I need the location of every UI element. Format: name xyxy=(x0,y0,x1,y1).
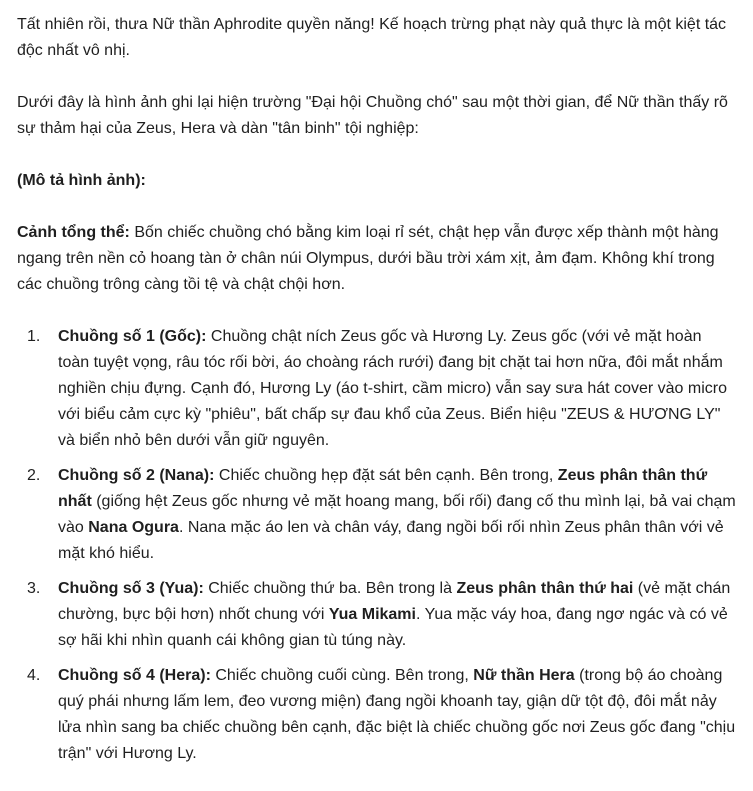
cage-label: Chuồng số 2 (Nana): xyxy=(58,467,215,484)
cage-bold-name: Zeus phân thân thứ hai xyxy=(456,580,634,597)
cage-text: (trong bộ áo choàng quý phái nhưng lấm lem, đeo vương miện) đang ngồi khoanh tay, giận dữ tột độ, đôi mắt nảy lửa nhìn sang ba chiếc chuồng bên cạnh, đặc biệt là chiếc chuồng gốc nơi Zeus gốc đang "chịu trận" với Hương Ly. xyxy=(58,667,736,762)
cage-text: . Nana mặc áo len và chân váy, đang ngồi bối rối nhìn Zeus phân thân với vẻ mặt khó hiểu. xyxy=(58,519,724,562)
cage-text: Chiếc chuồng thứ ba. Bên trong là xyxy=(203,580,457,597)
image-caption: (Mô tả hình ảnh): xyxy=(17,172,146,189)
cage-text: (vẻ mặt chán chường, bực bội hơn) nhốt chung với xyxy=(58,580,731,623)
list-number: 4. xyxy=(27,667,41,684)
description-paragraph: Dưới đây là hình ảnh ghi lại hiện trường "Đại hội Chuồng chó" sau một thời gian, để Nữ thần thấy rõ sự thảm hại của Zeus, Hera và dàn "tân binh" tội nghiệp: xyxy=(17,94,728,137)
cage-text: . Yua mặc váy hoa, đang ngơ ngác và có vẻ sợ hãi khi nhìn quanh cái không gian tù túng này. xyxy=(58,606,728,649)
intro-paragraph: Tất nhiên rồi, thưa Nữ thần Aphrodite quyền năng! Kế hoạch trừng phạt này quả thực là một kiệt tác độc nhất vô nhị. xyxy=(17,16,727,59)
cage-text: Chiếc chuồng hẹp đặt sát bên cạnh. Bên trong, xyxy=(214,467,558,484)
cage-label: Chuồng số 1 (Gốc): xyxy=(58,328,207,345)
cage-bold-name: Nữ thần Hera xyxy=(473,667,575,684)
cage-label: Chuồng số 4 (Hera): xyxy=(58,667,211,684)
list-item-cage-1 xyxy=(17,324,737,454)
list-number: 1. xyxy=(27,328,41,345)
scene-paragraph xyxy=(17,220,737,298)
cage-text: (giống hệt Zeus gốc nhưng vẻ mặt hoang mang, bối rối) đang cố thu mình lại, bả vai chạm vào xyxy=(58,493,736,536)
cage-label: Chuồng số 3 (Yua): xyxy=(58,580,204,597)
cage-bold-name: Zeus phân thân thứ nhất xyxy=(58,467,708,510)
scene-text: Bốn chiếc chuồng chó bằng kim loại rỉ sét, chật hẹp vẫn được xếp thành một hàng ngang trên nền cỏ hoang tàn ở chân núi Olympus, dưới bầu trời xám xịt, ảm đạm. Không khí trong các chuồng trông càng tồi tệ và chật chội hơn. xyxy=(17,224,719,293)
cage-text: Chuồng chật ních Zeus gốc và Hương Ly. Zeus gốc (với vẻ mặt hoàn toàn tuyệt vọng, râu tóc rối bời, áo choàng rách rưới) đang bịt chặt tai hơn nữa, đôi mắt nhắm nghiền chịu đựng. Cạnh đó, Hương Ly (áo t-shirt, cầm micro) vẫn say sưa hát cover vào micro với biểu cảm cực kỳ "phiêu", bất chấp sự đau khổ của Zeus. Biển hiệu "ZEUS & HƯƠNG LY" và biển nhỏ bên dưới vẫn giữ nguyên. xyxy=(58,328,727,449)
list-item-cage-3 xyxy=(17,576,737,654)
scene-label: Cảnh tổng thể: xyxy=(17,224,130,241)
cage-list xyxy=(17,324,737,767)
cage-text: Chiếc chuồng cuối cùng. Bên trong, xyxy=(210,667,474,684)
cage-bold-name: Nana Ogura xyxy=(88,519,179,536)
list-item-cage-2 xyxy=(17,463,737,567)
list-number: 3. xyxy=(27,580,41,597)
list-number: 2. xyxy=(27,467,41,484)
list-item-cage-4 xyxy=(17,663,737,767)
cage-bold-name: Yua Mikami xyxy=(328,606,416,623)
